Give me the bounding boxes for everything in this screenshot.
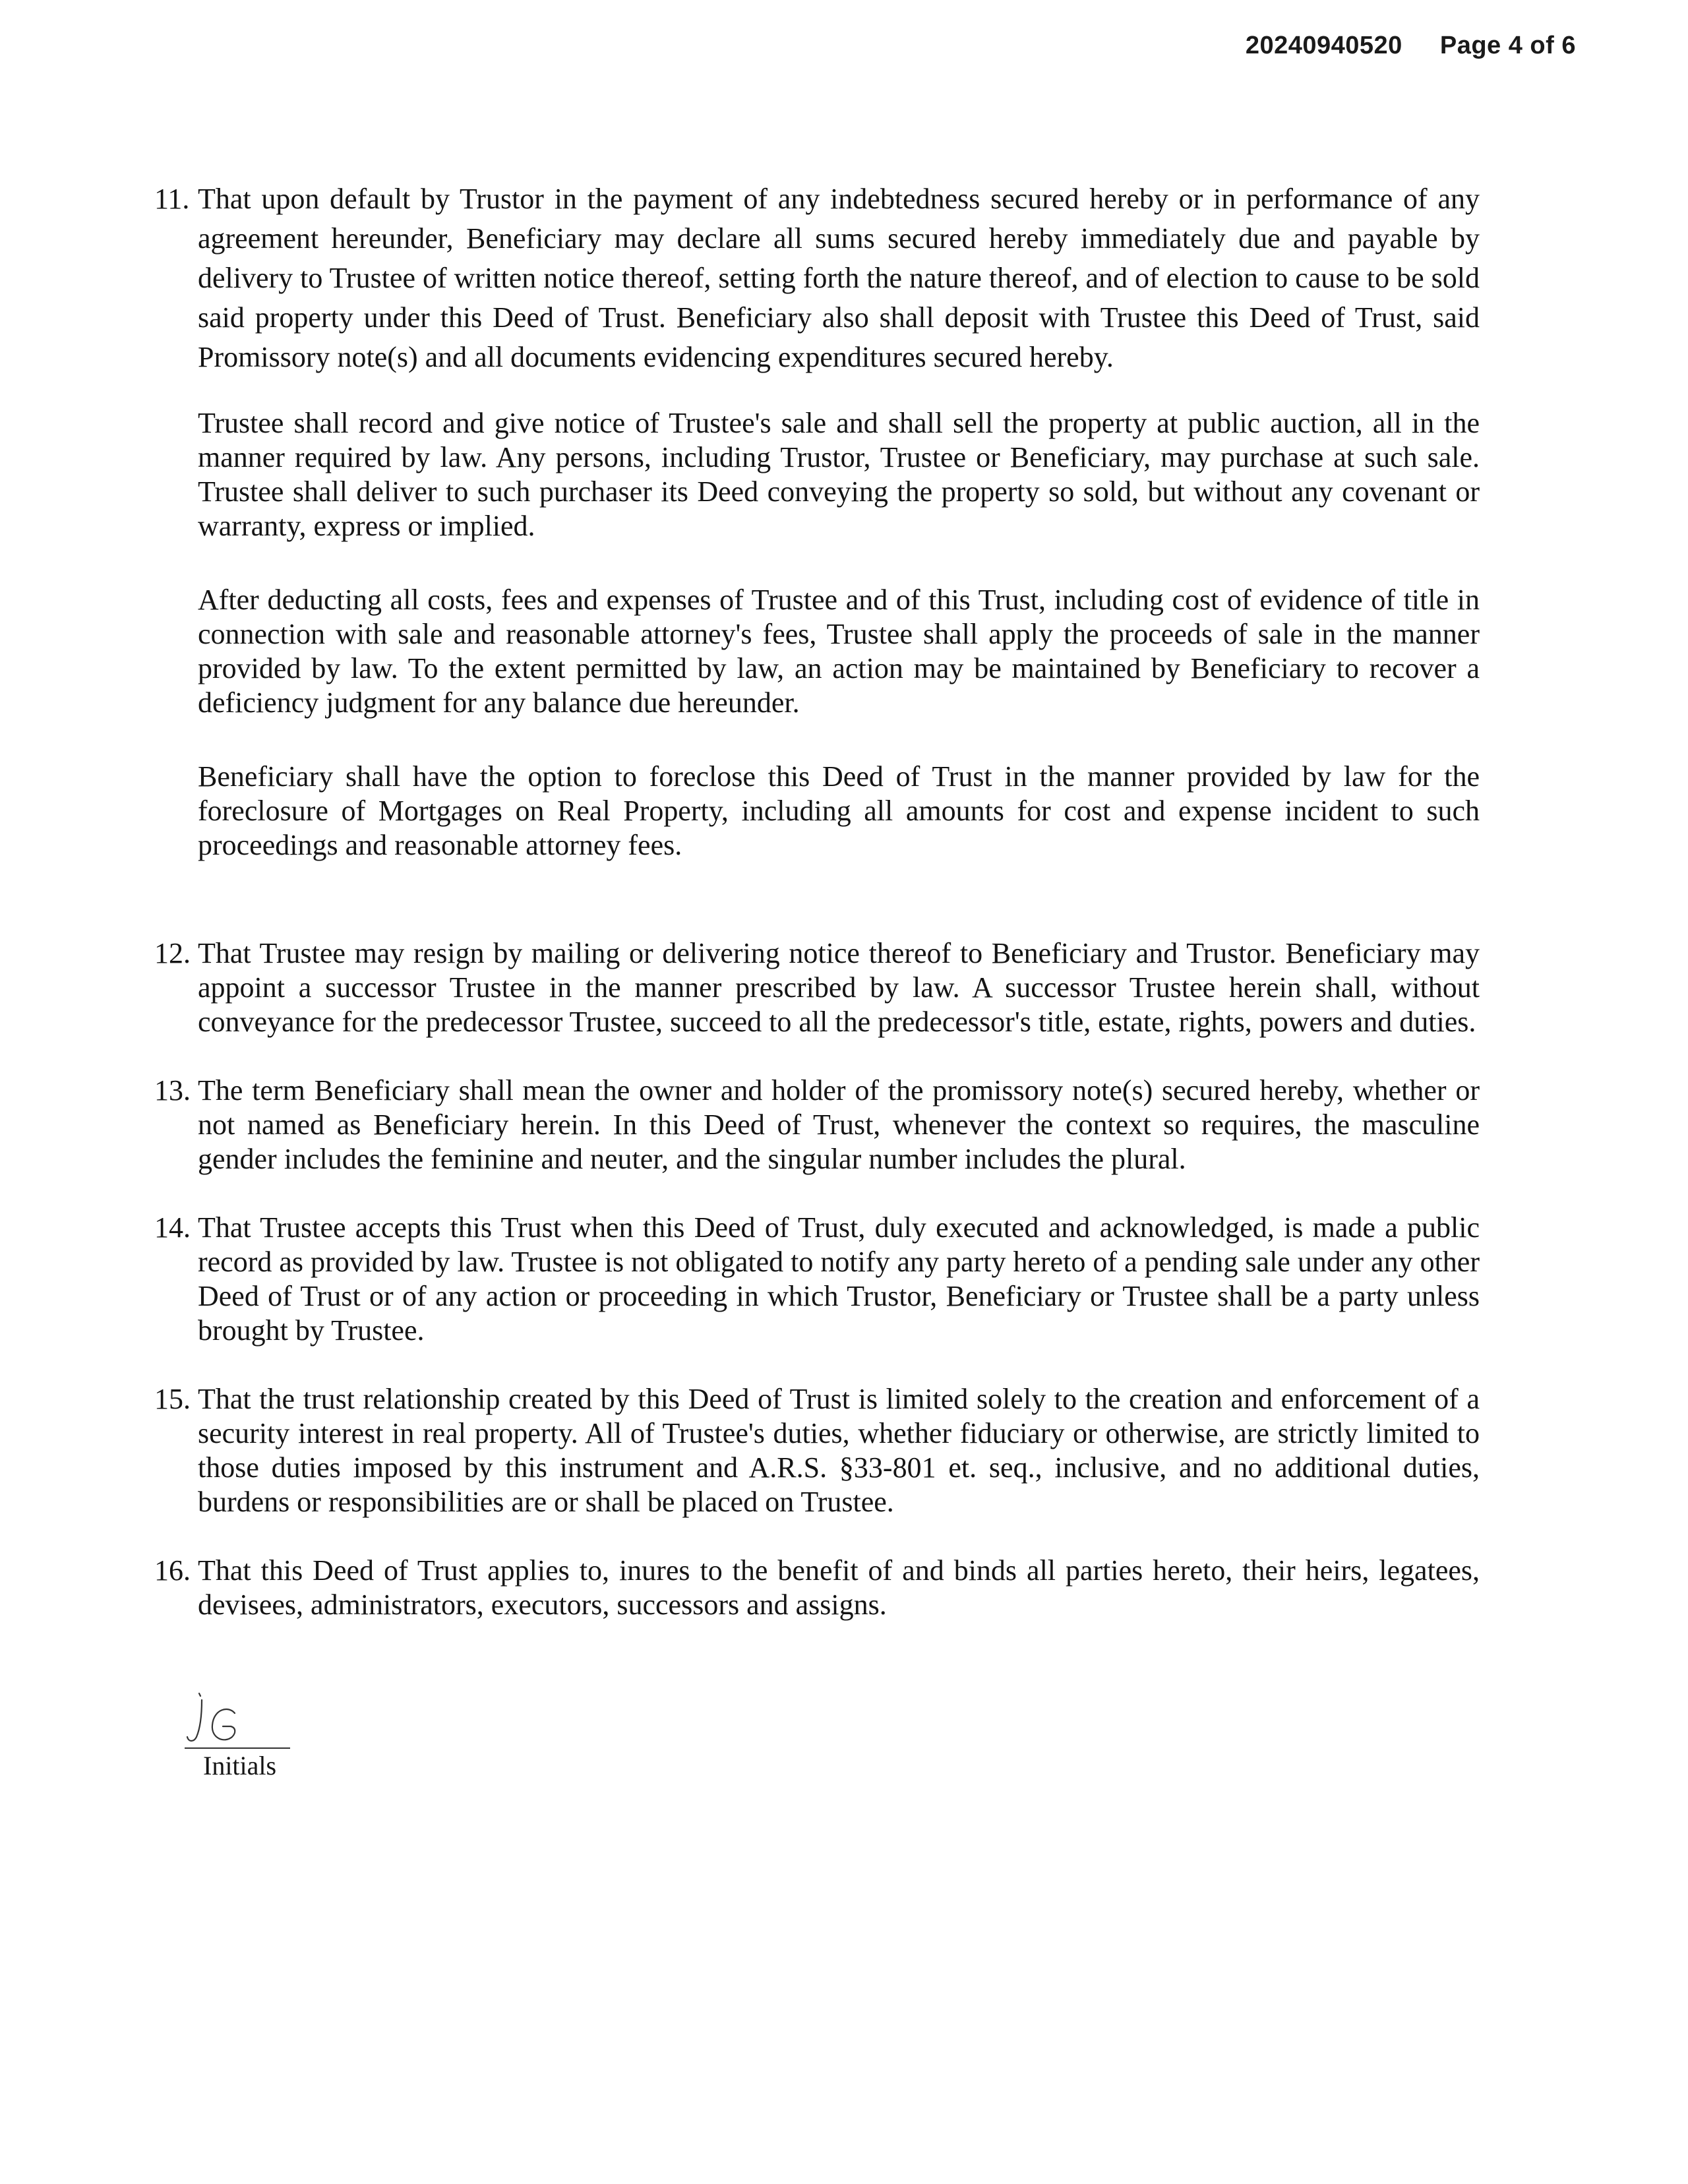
clause-paragraph: After deducting all costs, fees and expenses of Trustee and of this Trust, including cost of evidence of title in connection with sale and reasonable attorney's fees, Trustee shall apply the proceeds of sale in the manner provided by law. To the extent permitted by law, an action may be maintained by Beneficiary to recover a deficiency judgment for any balance due hereunder. (198, 584, 1480, 719)
clause-13 (154, 1074, 1480, 1176)
document-number: 20240940520 (1245, 32, 1402, 59)
page-header (1246, 32, 1576, 60)
clause-paragraph: That upon default by Trustor in the payment of any indebtedness secured hereby or in performance of any agreement hereunder, Beneficiary may declare all sums secured hereby immediately due and payable by delivery to Trustee of written notice thereof, setting forth the nature thereof, and of election to cause to be sold said property under this Deed of Trust. Beneficiary also shall deposit with Trustee this Deed of Trust, said Promissory note(s) and all documents evidencing expenditures secured hereby. (198, 183, 1480, 373)
initials-block (185, 1687, 290, 1782)
clause-11 (154, 179, 1480, 902)
clause-12 (154, 936, 1480, 1039)
clause-16 (154, 1554, 1480, 1622)
clause-content (198, 1382, 1480, 1519)
clause-15 (154, 1382, 1480, 1519)
clause-content (198, 1211, 1480, 1348)
clause-paragraph: That Trustee may resign by mailing or delivering notice thereof to Beneficiary and Trustor. Beneficiary may appoint a successor Trustee in the manner prescribed by law. A successor Trustee herein shall, without conveyance for the predecessor Trustee, succeed to all the predecessor's title, estate, rights, powers and duties. (198, 937, 1480, 1038)
clause-content (198, 1554, 1480, 1622)
clause-number: 11. (154, 183, 190, 215)
clause-content (198, 936, 1480, 1039)
clause-number: 12. (154, 937, 191, 969)
clause-paragraph: Beneficiary shall have the option to foreclose this Deed of Trust in the manner provided by law for the foreclosure of Mortgages on Real Property, including all amounts for cost and expense incident to such proceedings and reasonable attorney fees. (198, 760, 1480, 861)
clause-number: 13. (154, 1074, 191, 1107)
clause-number: 15. (154, 1383, 191, 1415)
handwritten-initials-mark (185, 1687, 257, 1747)
clause-content (198, 1074, 1480, 1176)
initials-label: Initials (203, 1751, 277, 1780)
initials-signature-line (185, 1687, 290, 1749)
clause-14 (154, 1211, 1480, 1348)
clause-number: 16. (154, 1554, 191, 1587)
clause-paragraph: That Trustee accepts this Trust when this Deed of Trust, duly executed and acknowledged, is made a public record as provided by law. Trustee is not obligated to notify any party hereto of a pending sale under any other Deed of Trust or of any action or proceeding in which Trustor, Beneficiary or Trustee shall be a party unless brought by Trustee. (198, 1211, 1480, 1347)
clause-paragraph: That this Deed of Trust applies to, inures to the benefit of and binds all parties hereto, their heirs, legatees, devisees, administrators, executors, successors and assigns. (198, 1554, 1480, 1621)
clause-paragraph: The term Beneficiary shall mean the owner and holder of the promissory note(s) secured hereby, whether or not named as Beneficiary herein. In this Deed of Trust, whenever the context so requires, the masculine gender includes the feminine and neuter, and the singular number includes the plural. (198, 1074, 1480, 1175)
deed-body (154, 179, 1480, 1656)
clause-paragraph: That the trust relationship created by this Deed of Trust is limited solely to the creation and enforcement of a security interest in real property. All of Trustee's duties, whether fiduciary or otherwise, are strictly limited to those duties imposed by this instrument and A.R.S. §33-801 et. seq., inclusive, and no additional duties, burdens or responsibilities are or shall be placed on Trustee. (198, 1383, 1480, 1518)
page-number-label: Page 4 of 6 (1439, 32, 1576, 59)
clause-content (198, 179, 1480, 902)
clause-paragraph: Trustee shall record and give notice of Trustee's sale and shall sell the property at public auction, all in the manner required by law. Any persons, including Trustor, Trustee or Beneficiary, may purchase at such sale. Trustee shall deliver to such purchaser its Deed conveying the property so sold, but without any covenant or warranty, express or implied. (198, 407, 1480, 542)
clause-number: 14. (154, 1211, 191, 1244)
